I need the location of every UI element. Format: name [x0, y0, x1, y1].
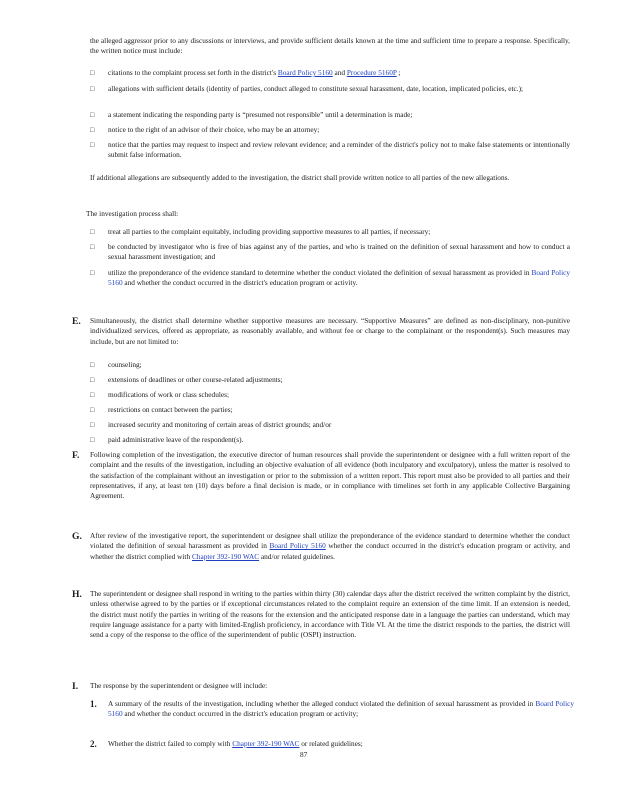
page-number: 87: [300, 750, 308, 759]
supportive-measure-item: counseling;: [108, 360, 142, 369]
process-item: be conducted by investigator who is free of bias against any of the parties, and who is trained on the definition of sexual harassment and how to conduct a sexual harassment investigation; and: [108, 242, 570, 262]
notice-item: notice that the parties may request to inspect and review relevant evidence; and a reminder of the district's policy not to make false statements or intentionally submit false information.: [108, 140, 570, 160]
bullet-icon: □: [90, 406, 95, 414]
bullet-icon: □: [90, 111, 95, 119]
bullet-icon: □: [90, 391, 95, 399]
board-policy-5160-link[interactable]: Board Policy 5160: [269, 541, 326, 551]
bullet-icon: □: [90, 269, 95, 277]
bullet-icon: □: [90, 243, 95, 251]
board-policy-5160-link[interactable]: Board Policy 5160: [108, 699, 574, 719]
section-f-paragraph: Following completion of the investigation, the executive director of human resources shall provide the superintendent or designee with a full written report of the complaint and the results of the investigation, including an objective evaluation of all evidence (both inculpatory and exculpatory), unless the matter is resolved to the satisfaction of the complainant without an investigation or prior to the submission of a written report. This report must also be provided to all parties and their representatives, if any, at least ten (10) days before a final decision is made, or in compliance with timelines set forth in any applicable Collective Bargaining Agreement.: [90, 450, 570, 501]
supportive-measure-item: paid administrative leave of the respondent(s).: [108, 435, 244, 444]
investigation-process-intro: The investigation process shall:: [86, 209, 179, 218]
notice-item: citations to the complaint process set forth in the district's Board Policy 5160 and Procedure 5160P ;: [108, 68, 401, 77]
section-h-paragraph: The superintendent or designee shall respond in writing to the parties within thirty (30) calendar days after the district received the written complaint by the district, unless otherwise agreed to by the parties or if exceptional circumstances related to the complaint require an extension of the time limit. If an extension is needed, the district must notify the parties in writing of the reasons for the extension and the anticipated response date in a language the parties can understand, which may require language assistance for a party with limited-English proficiency, in accordance with Title VI. At the time the district responds to the parties, the district will send a copy of the response to the office of the superintendent of public (OSPI) instruction.: [90, 589, 570, 640]
notice-item: notice to the right of an advisor of their choice, who may be an attorney;: [108, 125, 320, 134]
bullet-icon: □: [90, 376, 95, 384]
section-letter-g: G.: [72, 531, 82, 542]
supportive-measure-item: restrictions on contact between the parties;: [108, 405, 233, 414]
process-item: utilize the preponderance of the evidence standard to determine whether the conduct violated the definition of sexual harassment as provided in Board Policy 5160 and whether the conduct occurred in the district's education program or activity.: [108, 268, 570, 288]
bullet-icon: □: [90, 69, 95, 77]
response-item: Whether the district failed to comply with Chapter 392-190 WAC or related guidelines;: [108, 739, 363, 748]
section-letter-e: E.: [72, 316, 81, 327]
section-letter-h: H.: [72, 589, 82, 600]
section-g-paragraph: After review of the investigative report, the superintendent or designee shall utilize the preponderance of the evidence standard to determine whether the conduct violated the definition of sexual harassment as provided in Board Policy 5160 whether the conduct occurred in the district's education program or activity, and whether the district complied with Chapter 392-190 WAC and/or related guidelines.: [90, 531, 570, 561]
bullet-icon: □: [90, 421, 95, 429]
supportive-measure-item: increased security and monitoring of certain areas of district grounds; and/or: [108, 420, 332, 429]
additional-allegations-paragraph: If additional allegations are subsequently added to the investigation, the district shall provide written notice to all parties of the new allegations.: [90, 173, 510, 182]
response-item: A summary of the results of the investigation, including whether the alleged conduct violated the definition of sexual harassment as provided in Board Policy 5160 and whether the conduct occurred in the district's education program or activity;: [108, 699, 574, 719]
bullet-icon: □: [90, 126, 95, 134]
section-letter-i: I.: [72, 681, 79, 692]
list-number: 2.: [90, 739, 97, 749]
notice-intro-paragraph: the alleged aggressor prior to any discussions or interviews, and provide sufficient details known at the time and sufficient time to prepare a response. Specifically, the written notice must include:: [90, 36, 570, 56]
supportive-measure-item: modifications of work or class schedules;: [108, 390, 229, 399]
bullet-icon: □: [90, 85, 95, 93]
board-policy-5160-link[interactable]: Board Policy 5160: [108, 268, 570, 288]
section-letter-f: F.: [72, 450, 80, 461]
notice-item: allegations with sufficient details (identity of parties, conduct alleged to constitute sexual harassment, date, location, implicated policies, etc.);: [108, 84, 524, 93]
board-policy-5160-link[interactable]: Board Policy 5160: [277, 68, 333, 77]
chapter-392-190-wac-link[interactable]: Chapter 392-190 WAC: [191, 551, 260, 561]
bullet-icon: □: [90, 141, 95, 149]
procedure-5160p-link[interactable]: Procedure 5160P: [346, 68, 397, 77]
chapter-392-190-wac-link[interactable]: Chapter 392-190 WAC: [232, 739, 300, 748]
section-i-intro: The response by the superintendent or designee will include:: [90, 681, 268, 690]
bullet-icon: □: [90, 228, 95, 236]
bullet-icon: □: [90, 361, 95, 369]
bullet-icon: □: [90, 436, 95, 444]
list-number: 1.: [90, 699, 97, 709]
notice-item: a statement indicating the responding party is “presumed not responsible” until a determination is made;: [108, 110, 413, 119]
supportive-measure-item: extensions of deadlines or other course-related adjustments;: [108, 375, 283, 384]
process-item: treat all parties to the complaint equitably, including providing supportive measures to all parties, if necessary;: [108, 227, 431, 236]
section-e-paragraph: Simultaneously, the district shall determine whether supportive measures are necessary. “Supportive Measures” are defined as non-disciplinary, non-punitive individualized services, offered as appropriate, as reasonably available, and without fee or charge to the complainant or the respondent(s). Such measures may include, but are not limited to:: [90, 316, 570, 346]
